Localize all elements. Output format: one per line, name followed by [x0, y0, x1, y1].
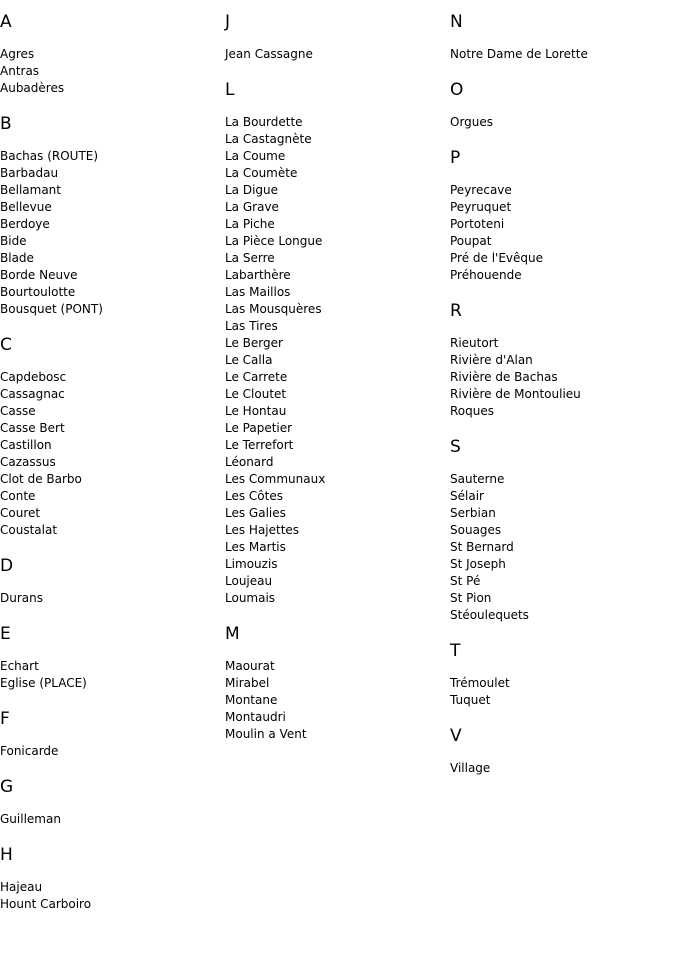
letter-heading: F — [0, 709, 10, 729]
place-name: Borde Neuve — [0, 268, 78, 282]
place-name: Le Berger — [225, 336, 283, 350]
place-name: Las Tires — [225, 319, 278, 333]
place-name: Le Hontau — [225, 404, 287, 418]
place-name: Orgues — [450, 115, 494, 129]
place-list — [0, 743, 220, 760]
letter-group-e — [0, 624, 220, 692]
place-name: Le Carrete — [225, 370, 288, 384]
letter-heading: J — [225, 12, 231, 32]
place-name: Bide — [0, 234, 27, 248]
letter-heading: B — [0, 114, 12, 134]
place-name: Clot de Barbo — [0, 472, 82, 486]
place-name: Montane — [225, 693, 278, 707]
place-name: Stéoulequets — [450, 608, 529, 622]
letter-heading: E — [0, 624, 11, 644]
place-name: Fonicarde — [0, 744, 59, 758]
place-name: St Pion — [450, 591, 492, 605]
place-name: Maourat — [225, 659, 275, 673]
place-list — [0, 148, 220, 318]
place-name: Loumais — [225, 591, 276, 605]
place-list — [450, 114, 670, 131]
letter-heading: D — [0, 556, 14, 576]
place-name: Las Maillos — [225, 285, 291, 299]
place-name: Eglise (PLACE) — [0, 676, 87, 690]
place-name: St Joseph — [450, 557, 506, 571]
letter-group-j — [225, 12, 445, 63]
letter-heading: R — [450, 301, 462, 321]
place-name: Peyruquet — [450, 200, 512, 214]
place-name: Rieutort — [450, 336, 499, 350]
place-name: Castillon — [0, 438, 52, 452]
place-list — [225, 658, 445, 743]
letter-heading: C — [0, 335, 12, 355]
letter-group-f — [0, 709, 220, 760]
place-name: Aubadères — [0, 81, 65, 95]
place-list — [450, 182, 670, 284]
place-name: Antras — [0, 64, 40, 78]
place-name: Les Galies — [225, 506, 286, 520]
place-name: Couret — [0, 506, 41, 520]
place-name: Préhouende — [450, 268, 522, 282]
place-name: Bachas (ROUTE) — [0, 149, 99, 163]
place-name: St Bernard — [450, 540, 514, 554]
place-name: Bellamant — [0, 183, 61, 197]
letter-group-r — [450, 301, 670, 420]
place-name: Barbadau — [0, 166, 59, 180]
place-name: Pré de l'Evêque — [450, 251, 544, 265]
place-name: Guilleman — [0, 812, 61, 826]
place-list — [0, 658, 220, 692]
place-name: Bourtoulotte — [0, 285, 76, 299]
place-name: Portoteni — [450, 217, 505, 231]
place-name: Echart — [0, 659, 39, 673]
letter-heading: V — [450, 726, 462, 746]
place-name: La Pièce Longue — [225, 234, 323, 248]
place-name: Moulin a Vent — [225, 727, 307, 741]
place-name: La Serre — [225, 251, 275, 265]
place-name: Serbian — [450, 506, 496, 520]
letter-heading: H — [0, 845, 13, 865]
letter-heading: T — [450, 641, 461, 661]
place-name: Casse — [0, 404, 36, 418]
place-name: La Grave — [225, 200, 279, 214]
letter-group-d — [0, 556, 220, 607]
place-name: Bellevue — [0, 200, 52, 214]
index-column-1 — [0, 12, 220, 930]
place-name: Berdoye — [0, 217, 50, 231]
place-list — [450, 471, 670, 624]
place-name: St Pé — [450, 574, 481, 588]
letter-group-m — [225, 624, 445, 743]
letter-group-o — [450, 80, 670, 131]
letter-heading: A — [0, 12, 12, 32]
place-name: La Bourdette — [225, 115, 303, 129]
place-name: Hount Carboiro — [0, 897, 92, 911]
place-name: Sélair — [450, 489, 484, 503]
place-list — [0, 811, 220, 828]
place-name: La Coume — [225, 149, 286, 163]
letter-heading: G — [0, 777, 14, 797]
place-name: Limouzis — [225, 557, 278, 571]
place-name: Le Papetier — [225, 421, 293, 435]
place-name: Durans — [0, 591, 43, 605]
letter-heading: M — [225, 624, 240, 644]
place-name: Loujeau — [225, 574, 273, 588]
place-name: Montaudri — [225, 710, 286, 724]
place-list — [450, 46, 670, 63]
place-name: La Digue — [225, 183, 279, 197]
letter-group-a — [0, 12, 220, 97]
place-name: Capdebosc — [0, 370, 67, 384]
place-name: Mirabel — [225, 676, 270, 690]
place-list — [0, 46, 220, 97]
place-list — [0, 879, 220, 913]
place-name: Peyrecave — [450, 183, 512, 197]
place-name: La Coumète — [225, 166, 298, 180]
place-name: Les Hajettes — [225, 523, 300, 537]
place-name: Poupat — [450, 234, 492, 248]
place-name: Trémoulet — [450, 676, 510, 690]
place-list — [0, 369, 220, 539]
place-name: Le Terrefort — [225, 438, 294, 452]
place-list — [450, 335, 670, 420]
place-name: Rivière de Bachas — [450, 370, 558, 384]
place-name: Cassagnac — [0, 387, 65, 401]
place-list — [225, 46, 445, 63]
place-name: Souages — [450, 523, 502, 537]
index-column-3 — [450, 12, 670, 794]
place-name: Rivière d'Alan — [450, 353, 533, 367]
letter-group-g — [0, 777, 220, 828]
place-name: Léonard — [225, 455, 274, 469]
index-column-2 — [225, 12, 445, 760]
letter-heading: O — [450, 80, 464, 100]
place-name: Notre Dame de Lorette — [450, 47, 588, 61]
letter-group-v — [450, 726, 670, 777]
place-name: Cazassus — [0, 455, 56, 469]
letter-group-c — [0, 335, 220, 539]
letter-heading: P — [450, 148, 461, 168]
place-name: Jean Cassagne — [225, 47, 313, 61]
place-list — [450, 760, 670, 777]
place-name: Bousquet (PONT) — [0, 302, 103, 316]
place-name: Labarthère — [225, 268, 291, 282]
letter-group-s — [450, 437, 670, 624]
place-name: Les Côtes — [225, 489, 283, 503]
place-name: Sauterne — [450, 472, 505, 486]
place-name: Conte — [0, 489, 36, 503]
letter-group-t — [450, 641, 670, 709]
place-name: Le Calla — [225, 353, 273, 367]
place-name: Coustalat — [0, 523, 58, 537]
place-name: La Castagnète — [225, 132, 312, 146]
place-name: Rivière de Montoulieu — [450, 387, 581, 401]
place-name: Roques — [450, 404, 494, 418]
place-name: Tuquet — [450, 693, 491, 707]
place-name: La Piche — [225, 217, 275, 231]
place-name: Les Martis — [225, 540, 286, 554]
letter-group-p — [450, 148, 670, 284]
place-name: Agres — [0, 47, 35, 61]
letter-group-l — [225, 80, 445, 607]
place-list — [450, 675, 670, 709]
place-name: Village — [450, 761, 491, 775]
letter-heading: L — [225, 80, 235, 100]
place-list — [225, 114, 445, 607]
place-name: Casse Bert — [0, 421, 65, 435]
letter-heading: S — [450, 437, 461, 457]
place-name: Las Mousquères — [225, 302, 322, 316]
letter-group-b — [0, 114, 220, 318]
place-name: Blade — [0, 251, 34, 265]
place-name: Hajeau — [0, 880, 43, 894]
place-list — [0, 590, 220, 607]
letter-group-n — [450, 12, 670, 63]
place-name: Le Cloutet — [225, 387, 287, 401]
letter-group-h — [0, 845, 220, 913]
letter-heading: N — [450, 12, 463, 32]
place-name: Les Communaux — [225, 472, 326, 486]
